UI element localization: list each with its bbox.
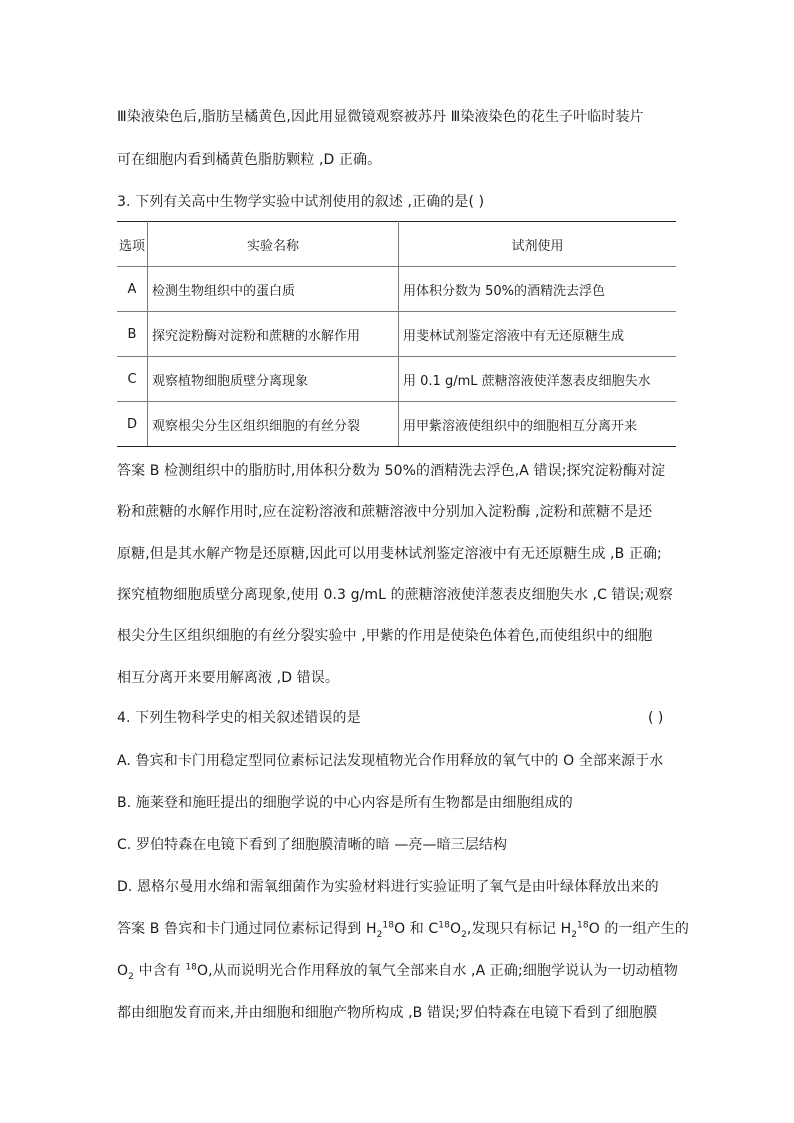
table-row <box>117 312 676 357</box>
q4-option-c: C. 罗伯特森在电镜下看到了细胞膜清晰的暗 —亮—暗三层结构 <box>117 837 508 853</box>
row-option: A <box>117 267 148 312</box>
superscript: 18 <box>185 962 198 973</box>
answer-text: 答案 B 鲁宾和卡门通过同位素标记得到 H <box>117 921 377 937</box>
subscript: 2 <box>571 929 578 940</box>
row-option: B <box>117 312 148 357</box>
q3-answer-line-1: 答案 B 检测组织中的脂肪时,用体积分数为 50%的酒精洗去浮色,A 错误;探究淀粉酶对淀 <box>117 463 666 479</box>
q4-option-d: D. 恩格尔曼用水绵和需氧细菌作为实验材料进行实验证明了氧气是由叶绿体释放出来的 <box>117 879 659 895</box>
header-experiment-name: 实验名称 <box>148 222 399 267</box>
q3-answer-line-5: 根尖分生区组织细胞的有丝分裂实验中 ,甲紫的作用是使染色体着色,而使组织中的细胞 <box>117 628 653 644</box>
row-experiment-name: 观察植物细胞质壁分离现象 <box>148 357 399 402</box>
table-row <box>117 357 676 402</box>
superscript: 18 <box>438 920 450 931</box>
q4-answer-line-1 <box>117 920 689 938</box>
q4-answer-line-2 <box>117 962 678 980</box>
row-experiment-name: 观察根尖分生区组织细胞的有丝分裂 <box>148 402 399 447</box>
q4-option-a: A. 鲁宾和卡门用稳定型同位素标记法发现植物光合作用释放的氧气中的 O 全部来源于水 <box>117 753 664 769</box>
row-experiment-name: 探究淀粉酶对淀粉和蔗糖的水解作用 <box>148 312 399 357</box>
header-reagent-use: 试剂使用 <box>399 222 677 267</box>
subscript: 2 <box>461 929 467 940</box>
question-3-stem: 3. 下列有关高中生物学实验中试剂使用的叙述 ,正确的是( ) <box>117 194 485 210</box>
table-row <box>117 267 676 312</box>
q3-answer-line-4: 探究植物细胞质壁分离现象,使用 0.3 g/mL 的蔗糖溶液使洋葱表皮细胞失水 ,C 错误;观察 <box>117 587 673 603</box>
row-experiment-name: 检测生物组织中的蛋白质 <box>148 267 399 312</box>
row-reagent-use: 用斐林试剂鉴定溶液中有无还原糖生成 <box>399 312 677 357</box>
answer-text: 中含有 <box>133 963 186 979</box>
row-reagent-use: 用体积分数为 50%的酒精洗去浮色 <box>399 267 677 312</box>
q3-answer-line-6: 相互分离开来要用解离液 ,D 错误。 <box>117 670 339 686</box>
subscript: 2 <box>128 971 134 982</box>
row-option: D <box>117 402 148 447</box>
superscript: 18 <box>577 920 589 931</box>
q3-answer-line-2: 粉和蔗糖的水解作用时,应在淀粉溶液和蔗糖溶液中分别加入淀粉酶 ,淀粉和蔗糖不是还 <box>117 504 653 520</box>
row-option: C <box>117 357 148 402</box>
q3-answer-line-3: 原糖,但是其水解产物是还原糖,因此可以用斐林试剂鉴定溶液中有无还原糖生成 ,B 正确; <box>117 546 662 562</box>
intro-line-2: 可在细胞内看到橘黄色脂肪颗粒 ,D 正确。 <box>117 152 382 168</box>
q4-option-b: B. 施莱登和施旺提出的细胞学说的中心内容是所有生物都是由细胞组成的 <box>117 795 573 811</box>
question-4-paren: ( ) <box>648 710 664 726</box>
answer-text: O 的一组产生的 <box>588 921 689 937</box>
header-option: 选项 <box>117 222 148 267</box>
answer-text: O 和 C <box>394 921 439 937</box>
question-4-stem: 4. 下列生物科学史的相关叙述错误的是 <box>117 710 361 726</box>
q4-answer-line-3: 都由细胞发育而来,并由细胞和细胞产物所构成 ,B 错误;罗伯特森在电镜下看到了细胞膜 <box>117 1005 658 1021</box>
answer-text: O <box>117 963 129 979</box>
reagent-table <box>117 221 676 447</box>
subscript: 2 <box>376 929 383 940</box>
superscript: 18 <box>382 920 395 931</box>
row-reagent-use: 用甲紫溶液使组织中的细胞相互分离开来 <box>399 402 677 447</box>
answer-text: O <box>449 921 462 937</box>
answer-text: ,发现只有标记 H <box>466 921 572 937</box>
table-row <box>117 402 676 447</box>
table-header-row <box>117 222 676 267</box>
row-reagent-use: 用 0.1 g/mL 蔗糖溶液使洋葱表皮细胞失水 <box>399 357 677 402</box>
intro-line-1: Ⅲ染液染色后,脂肪呈橘黄色,因此用显微镜观察被苏丹 Ⅲ染液染色的花生子叶临时装片 <box>117 109 644 125</box>
answer-text: O,从而说明光合作用释放的氧气全部来自水 ,A 正确;细胞学说认为一切动植物 <box>197 963 678 979</box>
